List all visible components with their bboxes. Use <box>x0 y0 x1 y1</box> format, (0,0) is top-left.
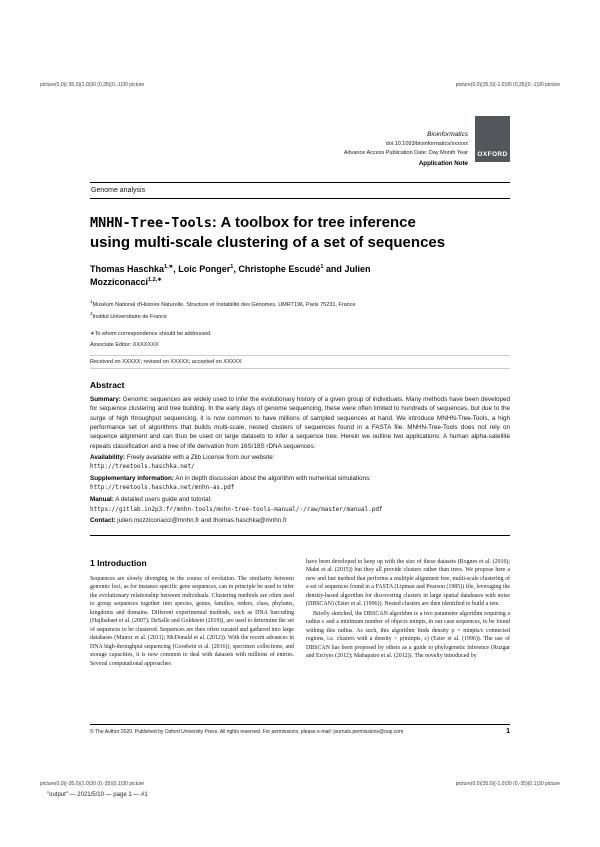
crop-mark-bottom-right: picture(0,0)(35,0)(-1,0)30 (0,-35)(0,1)30 picture <box>455 781 560 787</box>
author-1-separator: , <box>173 264 179 275</box>
author-2 <box>178 264 238 274</box>
abstract-section <box>90 380 510 526</box>
copyright-line: © The Author 2020. Published by Oxford University Press. All rights reserved. For permissions, please e-mail: journals.permissions@oup.com <box>90 729 404 735</box>
page-number: 1 <box>506 728 510 735</box>
masthead-text-block <box>344 116 468 169</box>
intro-right-paragraph-1: have been developed to keep up with the size of these datasets (Rognes et al. (2016); Mahé et al. (2015)) but they all provide clusters rather than trees. We propose here a new and fast method that performs a multiple alignment free, multi-scale clustering of a set of sequences found in a FASTA (Lipman and Pearson (1985)) file, leveraging the density-based algorithm for discovering clusters in large spatial databases with noise (DBSCAN) (Ester et al. (1996)). Nested clusters are then identified to build a tree. <box>306 558 510 608</box>
crop-mark-top-right: picture(0,0)(35,0)(-1,0)30 (0,35)(0,-1)30 picture <box>455 82 560 88</box>
author-3-name: Christophe Escudé <box>238 264 321 275</box>
availability-text: Freely available with a Zlib License from our website: <box>126 453 275 461</box>
manual-label: Manual: <box>90 496 114 504</box>
intro-left-column <box>90 558 294 669</box>
affiliation-1 <box>90 298 510 311</box>
oxford-press-logo <box>475 116 510 162</box>
article-title-line2: using multi-scale clustering of a set of sequences <box>90 233 446 251</box>
abstract-summary <box>90 395 510 451</box>
affiliation-2 <box>90 310 510 323</box>
introduction-section <box>90 558 510 669</box>
oxford-logo-text: OXFORD <box>477 151 508 158</box>
intro-right-column <box>306 558 510 669</box>
author-2-separator: , <box>233 264 239 275</box>
article-title-tool-name: MNHN-Tree-Tools <box>90 215 212 232</box>
availability-label: Availability: <box>90 453 126 461</box>
author-1-name: Thomas Haschka <box>90 264 165 275</box>
article-title <box>90 213 510 252</box>
author-4-name: Julien Mozziconacci <box>90 264 371 287</box>
page-footer <box>90 724 510 735</box>
supplementary-label: Supplementary information: <box>90 475 174 482</box>
supplementary-text: An in depth discussion about the algorithm with numerical simulations: <box>175 475 372 482</box>
author-1 <box>90 264 178 274</box>
supplementary-url-link[interactable]: http://treetools.haschka.net/mnhn-as.pdf <box>90 484 235 492</box>
doi-line: doi.10.1093/bioinformatics/xxxxxx <box>385 141 468 148</box>
affiliation-1-text: Muséum National d'Histoire Naturelle, Structure et Instabilité des Génomes, UMR7196, Paris 75231, France <box>92 301 356 308</box>
article-title-rest: : A toolbox for tree inference <box>211 214 416 232</box>
summary-label: Summary: <box>90 395 121 403</box>
abstract-heading: Abstract <box>90 379 125 390</box>
crop-mark-top-left: picture(0,0)(-35,0)(1,0)30 (0,35)(0,-1)30 picture <box>40 82 145 88</box>
summary-text: Genomic sequences are widely used to infer the evolutionary history of a given group of individuals. Many methods have been developed for sequence clustering and tree building. In the early days of genome sequencing, these were often limited to hundreds of sequences, but due to the surge of high throughput sequencing, it is now common to have millions of sampled sequences at hand. We introduce MNHN-Tree-Tools, a high performance set of algorithms that builds multi-scale, nested clusters of sequences found in a FASTA file. MNHN-Tree-Tools does not rely on sequence alignment and can thus be used on large datasets to infer a sequence tree. Herein we outline two applications: A human alpha-satellite repeats classification and a tree of life derivation from 16S/18S rDNA sequences. <box>90 395 510 450</box>
crop-mark-bottom-left: picture(0,0)(-35,0)(1,0)30 (0,-35)(0,1)30 picture <box>40 781 145 787</box>
received-dates-line: Received on XXXXX; revised on XXXXX; accepted on XXXXX <box>90 355 510 369</box>
paper-page <box>90 116 510 668</box>
author-2-affil-marker: 1 <box>230 264 234 271</box>
subject-section-label: Genome analysis <box>91 187 146 195</box>
affiliation-2-marker: 2 <box>90 311 93 317</box>
affiliation-1-marker: 1 <box>90 298 93 304</box>
author-2-name: Loic Ponger <box>178 264 231 275</box>
author-1-affil-marker: 1,∗ <box>164 264 174 271</box>
abstract-contact <box>90 516 510 525</box>
manual-url-link[interactable]: https://gitlab.in2p3.fr/mnhn-tools/mnhn-tree-tools-manual/-/raw/master/manual.pdf <box>90 505 383 513</box>
affiliation-2-text: Institut Universitaire de France <box>92 314 168 321</box>
author-4-affil-marker: 1,2,∗ <box>148 276 162 283</box>
correspondence-note: ∗To whom correspondence should be addressed. <box>90 330 212 337</box>
author-3-affil-marker: 1 <box>320 264 324 271</box>
introduction-heading: 1 Introduction <box>90 557 147 568</box>
affiliations <box>90 298 510 323</box>
author-3 <box>238 264 344 274</box>
abstract-availability <box>90 453 510 472</box>
manual-text: A detailed users guide and tutorial: <box>115 496 212 504</box>
abstract-manual <box>90 495 510 514</box>
article-type-label: Application Note <box>418 159 468 167</box>
abstract-supplementary <box>90 474 510 493</box>
subject-section-banner <box>90 182 510 199</box>
contact-text: julien.mozziconacci@mnhn.fr and thomas.haschka@mnhn.fr <box>117 517 287 525</box>
author-3-separator: and <box>323 264 345 275</box>
journal-masthead <box>90 116 510 169</box>
latex-output-line: "output" — 2021/5/10 — page 1 — #1 <box>47 792 148 798</box>
associate-editor-line: Associate Editor: XXXXXXX <box>90 341 159 348</box>
journal-name: Bioinformatics <box>427 131 468 138</box>
availability-url-link[interactable]: http://treetools.haschka.net/ <box>90 463 195 471</box>
author-list <box>90 263 442 288</box>
contact-label: Contact: <box>90 517 116 525</box>
intro-right-paragraph-2: Briefly sketched, the DBSCAN algorithm is a two parameter algorithm requiring a radius ε and a minimum number of objects minpts, in our case sequences, to be found withing this radius. As such, this algorithm finds density ρ = minpts/ε connected regions, i.e. clusters with a density > ρ(minpts, ε) (Ester et al. (1996)). The use of DBSCAN has been proposed by others as a guide to phylogenetic inference (Ruzgar and Erciyes (2012); Mahapatro et al. (2012)). The novelty introduced by <box>306 610 510 660</box>
abstract-divider-rule <box>90 535 510 536</box>
advance-access-line: Advance Access Publication Date: Day Month Year <box>343 150 468 157</box>
intro-left-text: Sequences are slowly diverging in the course of evolution. The similarity between genomic loci, as for instance specific gene sequences, can in principle be used to infer the evolutionary relationship between individuals. Clustering methods are often used to group sequences together into species, genus, families, orders, class, phylums, kingdoms and domains. Different experimental methods, such as DNA barcoding (Hajibabaei et al. (2007); DeSalle and Goldstein (2019)), are used to determine the set of sequences to be clustered. Sequences are then often curated and gathered into large databases (Munoz et al. (2011); McDonald et al. (2012)). With the recent advances in DNA high-throughput sequencing (Goodwin et al. (2016)), specimen collections, and storage capacities, it is now common to deal with datasets with millions of entries. Several computational approaches <box>90 575 294 667</box>
